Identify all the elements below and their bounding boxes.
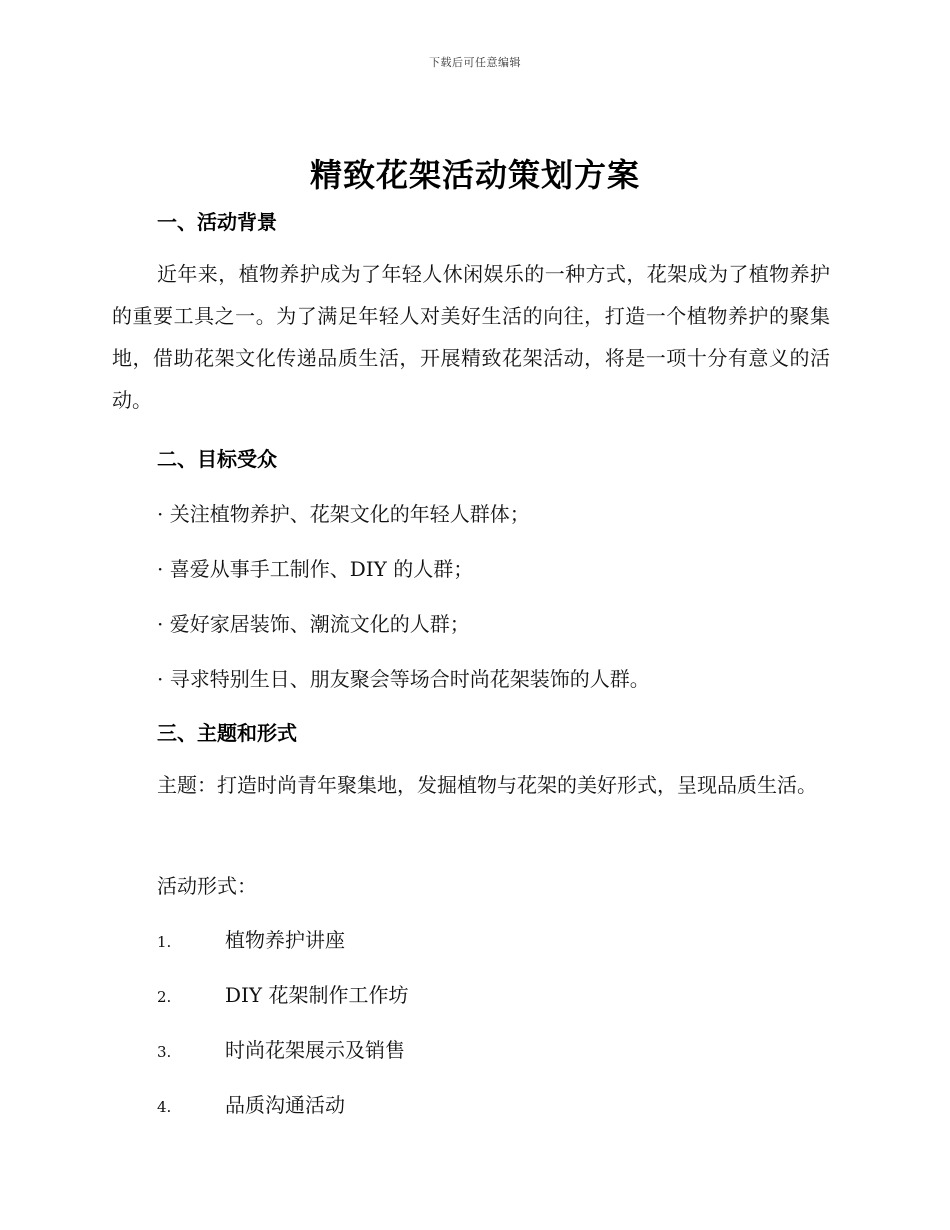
form-list-item <box>157 1034 405 1063</box>
list-number: 2. <box>157 988 172 1006</box>
list-number: 3. <box>157 1043 172 1061</box>
form-label: 活动形式： <box>157 874 257 898</box>
list-text: 植物养护讲座 <box>225 928 345 952</box>
background-paragraph: 近年来，植物养护成为了年轻人休闲娱乐的一种方式，花架成为了植物养护的重要工具之一。为了满足年轻人对美好生活的向往，打造一个植物养护的聚集地，借助花架文化传递品质生活，开展精致花架活动，将是一项十分有意义的活动。 <box>112 262 830 412</box>
section-heading-audience: 二、目标受众 <box>157 447 277 471</box>
list-text: DIY 花架制作工作坊 <box>225 983 409 1007</box>
list-text: 时尚花架展示及销售 <box>225 1038 405 1062</box>
list-text: 品质沟通活动 <box>225 1093 345 1117</box>
audience-item: · 喜爱从事手工制作、DIY 的人群； <box>157 557 474 581</box>
document-title: 精致花架活动策划方案 <box>309 156 640 194</box>
form-list-item <box>157 1089 345 1118</box>
section-heading-background: 一、活动背景 <box>157 210 277 234</box>
list-number: 1. <box>157 933 172 951</box>
header-note: 下载后可任意编辑 <box>429 56 521 69</box>
form-list-item <box>157 979 409 1008</box>
audience-item: · 寻求特别生日、朋友聚会等场合时尚花架装饰的人群。 <box>157 667 650 691</box>
form-list-item <box>157 924 345 953</box>
audience-item: · 关注植物养护、花架文化的年轻人群体； <box>157 502 530 526</box>
list-number: 4. <box>157 1098 172 1116</box>
audience-item: · 爱好家居装饰、潮流文化的人群； <box>157 612 470 636</box>
theme-paragraph: 主题：打造时尚青年聚集地，发掘植物与花架的美好形式，呈现品质生活。 <box>157 773 817 797</box>
section-heading-theme: 三、主题和形式 <box>157 721 297 745</box>
